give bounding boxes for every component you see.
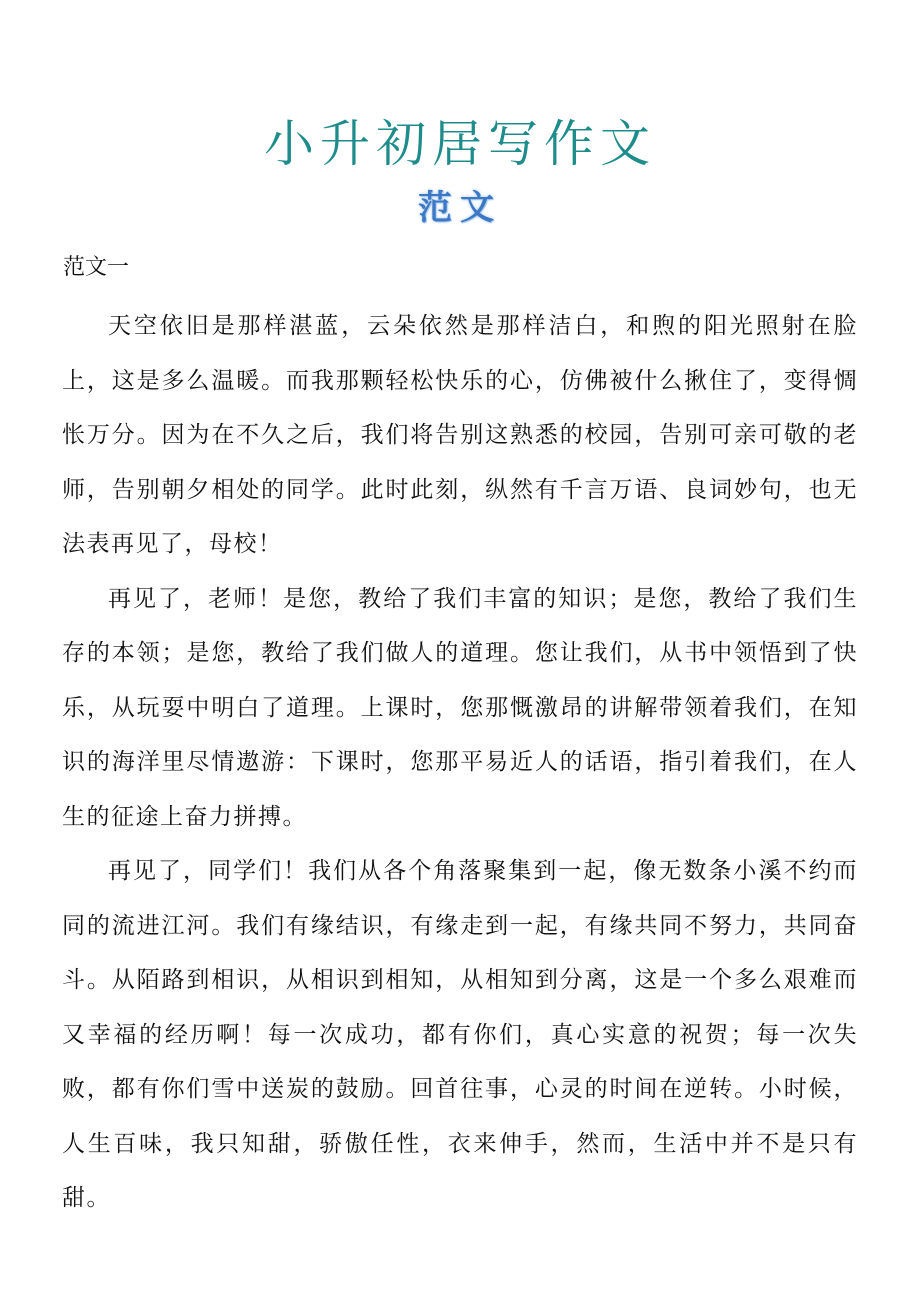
paragraph-2: 再见了，老师！是您，教给了我们丰富的知识；是您，教给了我们生存的本领；是您，教给了我们做人的道理。您让我们，从书中领悟到了快乐，从玩耍中明白了道理。上课时，您那慨激昂的讲解带领着我们，在知识的海洋里尽情遨游：下课时，您那平易近人的话语，指引着我们，在人生的征途上奋力拼搏。: [62, 585, 858, 830]
document-title: 小升初居写作文: [264, 114, 656, 173]
paragraph-3: 再见了，同学们！我们从各个角落聚集到一起，像无数条小溪不约而同的流进江河。我们有缘结识，有缘走到一起，有缘共同不努力，共同奋斗。从陌路到相识，从相识到相知，从相知到分离，这是一个多么艰难而又幸福的经历啊！每一次成功，都有你们，真心实意的祝贺；每一次失败，都有你们雪中送炭的鼓励。回首往事，心灵的时间在逆转。小时候，人生百味，我只知甜，骄傲任性，衣来伸手，然而，生活中并不是只有甜。: [62, 858, 858, 1211]
paragraph-1: 天空依旧是那样湛蓝，云朵依然是那样洁白，和煦的阳光照射在脸上，这是多么温暖。而我那颗轻松快乐的心，仿佛被什么揪住了，变得惆怅万分。因为在不久之后，我们将告别这熟悉的校园，告别可亲可敬的老师，告别朝夕相处的同学。此时此刻，纵然有千言万语、良词妙句，也无法表再见了，母校！: [62, 313, 858, 557]
document-body: [62, 299, 858, 1226]
section-label: 范文一: [63, 255, 130, 280]
document-subtitle: 范文: [418, 188, 502, 228]
